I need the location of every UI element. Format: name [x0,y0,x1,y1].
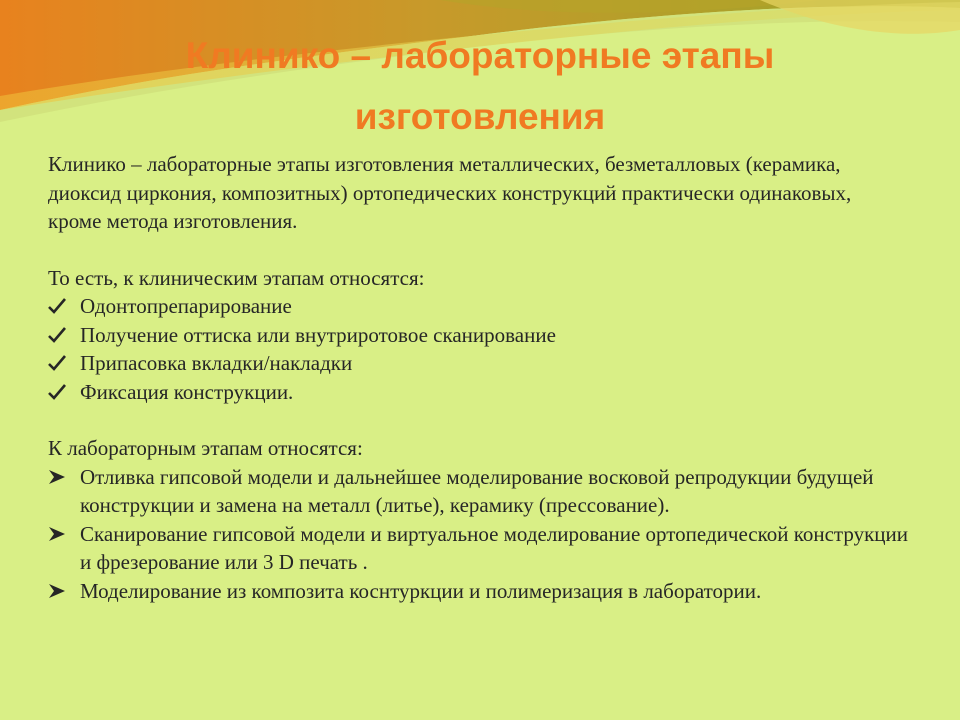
list-item [48,378,908,407]
spacer [48,406,908,434]
clinical-heading: То есть, к клиническим этапам относятся: [48,265,425,290]
arrowhead-icon [48,577,70,605]
lab-list [48,463,908,606]
list-item [48,520,908,577]
list-item-text: Сканирование гипсовой модели и виртуальное моделирование ортопедической конструкции и фрезерование или 3 D печать . [80,521,909,574]
spacer [48,236,908,264]
checkmark-icon [48,292,70,320]
list-item [48,321,908,350]
list-item [48,463,908,520]
checkmark-icon [48,321,70,349]
list-item [48,292,908,321]
list-item-text: Одонтопрепарирование [80,294,292,318]
list-item [48,349,908,378]
checkmark-icon [48,349,70,377]
slide-body [48,150,908,605]
list-item-text: Припасовка вкладки/накладки [80,351,353,375]
slide-title-line1: Клинико – лабораторные этапы [185,35,775,76]
list-item-text: Получение оттиска или внутриротовое сканирование [80,322,556,347]
list-item [48,577,908,606]
clinical-list [48,292,908,406]
slide-title-line2: изготовления [354,96,606,137]
list-item-text: Фиксация конструкции. [80,379,294,404]
arrowhead-icon [48,463,70,491]
intro-paragraph: Клинико – лабораторные этапы изготовления металлических, безметалловых (керамика, диоксид циркония, композитных) ортопедических конструкций практически одинаковых, кроме метода изготовления. [48,152,852,233]
checkmark-icon [48,378,70,406]
lab-heading: К лабораторным этапам относятся: [48,436,363,460]
list-item-text: Отливка гипсовой модели и дальнейшее моделирование восковой репродукции будущей конструкции и замена на металл (литье), керамику (прессование). [80,464,874,517]
arrowhead-icon [48,520,70,548]
list-item-text: Моделирование из композита коснтуркции и полимеризация в лаборатории. [80,578,762,603]
